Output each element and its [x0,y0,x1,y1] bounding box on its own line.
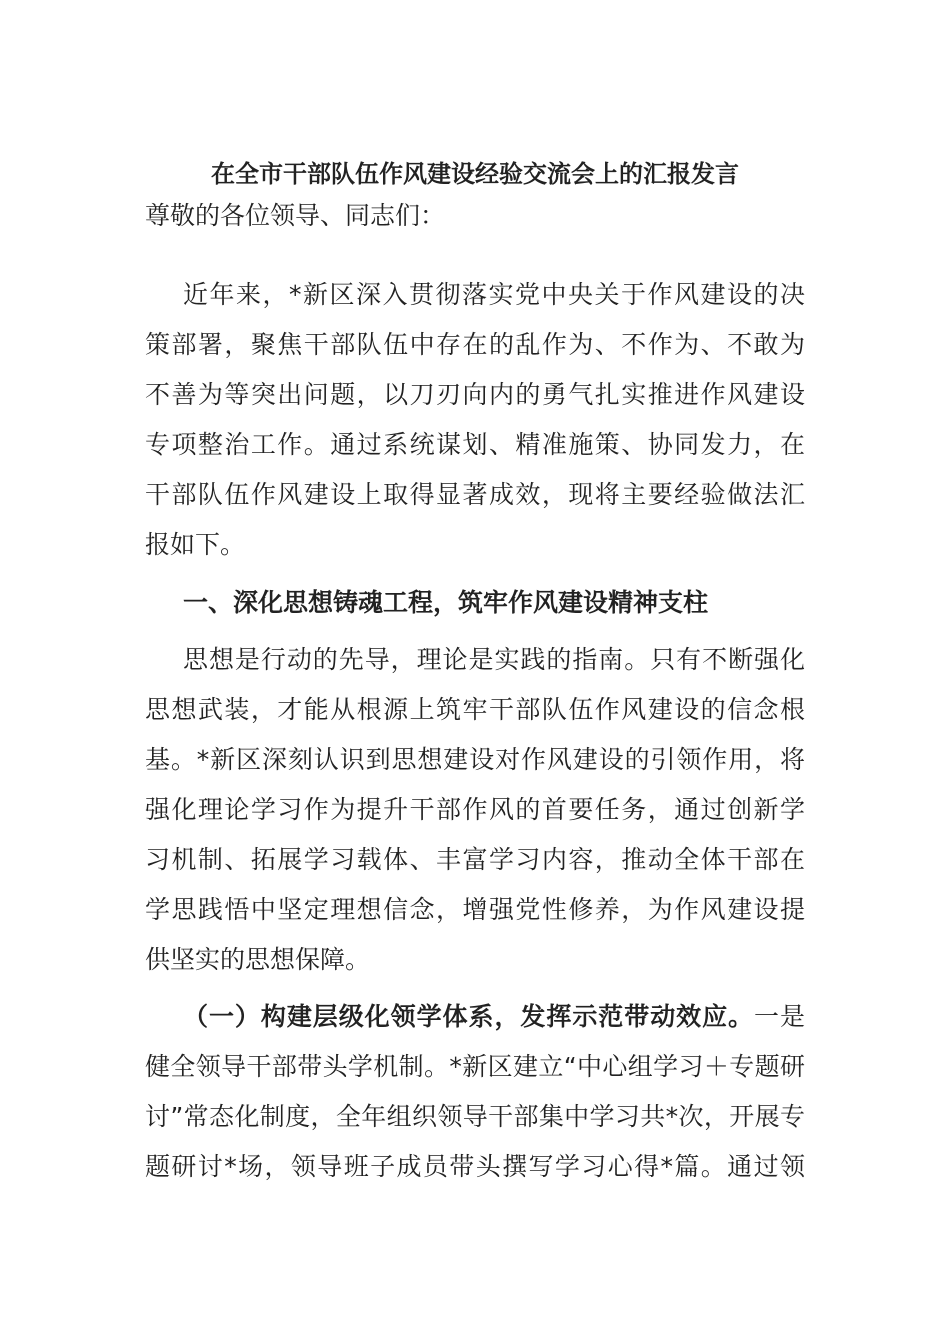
subsection-line: 健全领导干部带头学机制。*新区建立“中心组学习＋专题研 [145,1052,805,1081]
intro-line: 近年来，*新区深入贯彻落实党中央关于作风建设的决 [183,280,805,309]
section-heading: 一、深化思想铸魂工程，筑牢作风建设精神支柱 [183,588,709,617]
section-line: 基。*新区深刻认识到思想建设对作风建设的引领作用，将 [145,745,805,774]
section-line: 习机制、拓展学习载体、丰富学习内容，推动全体干部在 [145,845,805,874]
section-line: 强化理论学习作为提升干部作风的首要任务，通过创新学 [145,795,805,824]
intro-line: 不善为等突出问题，以刀刃向内的勇气扎实推进作风建设 [145,380,805,409]
document-title: 在全市干部队伍作风建设经验交流会上的汇报发言 [211,160,739,188]
section-line: 学思践悟中坚定理想信念，增强党性修养，为作风建设提 [145,895,805,924]
subsection-line: 题研讨*场，领导班子成员带头撰写学习心得*篇。通过领 [145,1152,805,1181]
intro-line: 干部队伍作风建设上取得显著成效，现将主要经验做法汇 [145,480,805,509]
subsection-line: 讨”常态化制度，全年组织领导干部集中学习共*次，开展专 [145,1102,805,1131]
subsection-heading: （一）构建层级化领学体系，发挥示范带动效应。 [183,1002,755,1031]
intro-line: 报如下。 [145,530,246,559]
subsection-first-line-rest: 一是 [754,1002,805,1031]
intro-line: 策部署，聚焦干部队伍中存在的乱作为、不作为、不敢为 [145,330,805,359]
intro-line: 专项整治工作。通过系统谋划、精准施策、协同发力，在 [145,430,805,459]
section-line: 思想是行动的先导，理论是实践的指南。只有不断强化 [183,645,805,674]
salutation: 尊敬的各位领导、同志们： [145,201,446,230]
section-line: 思想武装，才能从根源上筑牢干部队伍作风建设的信念根 [145,695,805,724]
subsection-first-line [183,992,805,1042]
section-line: 供坚实的思想保障。 [145,945,371,974]
